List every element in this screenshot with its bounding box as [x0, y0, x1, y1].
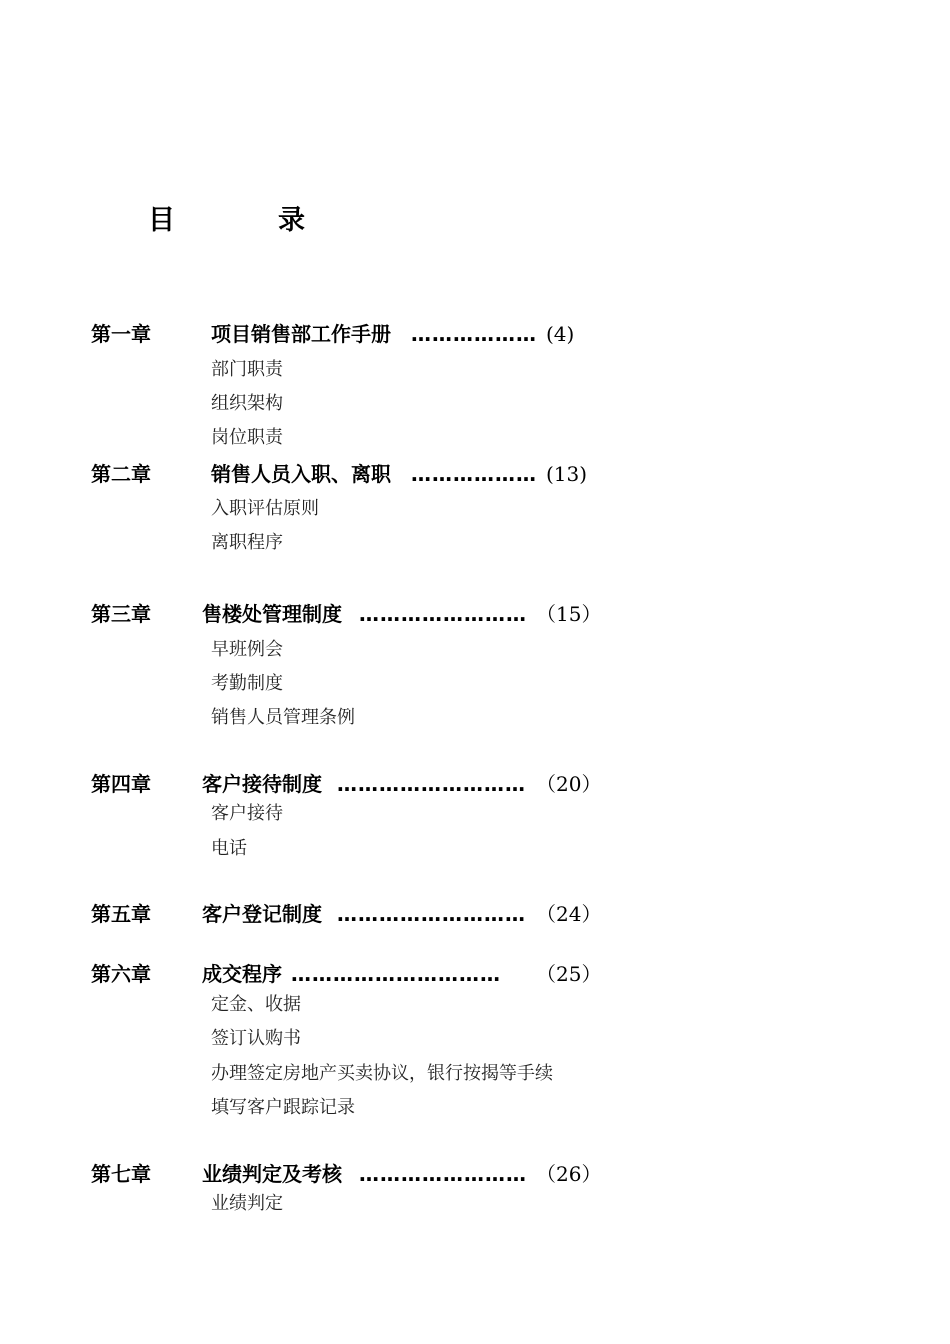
- chapter-title: 售楼处管理制度: [202, 602, 342, 626]
- chapter-label: 第七章: [91, 1162, 151, 1186]
- toc-item[interactable]: 电话: [211, 838, 247, 859]
- chapter-title: 业绩判定及考核: [202, 1162, 342, 1186]
- toc-item[interactable]: 部门职责: [211, 359, 283, 380]
- chapter-label: 第四章: [91, 772, 151, 796]
- chapter-page-number: （25）: [536, 962, 602, 986]
- toc-item[interactable]: 签订认购书: [211, 1028, 301, 1049]
- toc-item[interactable]: 岗位职责: [211, 427, 283, 448]
- chapter-leader-dots: ………………………: [337, 772, 526, 796]
- toc-item[interactable]: 入职评估原则: [211, 498, 319, 519]
- chapter-leader-dots: ………………: [411, 322, 537, 346]
- toc-item[interactable]: 组织架构: [211, 393, 283, 414]
- toc-item[interactable]: 定金、收据: [211, 994, 301, 1015]
- chapter-leader-dots: …………………………: [291, 962, 501, 986]
- toc-item[interactable]: 销售人员管理条例: [211, 707, 355, 728]
- toc-title: [0, 198, 950, 238]
- chapter-page-number: (13): [546, 462, 588, 486]
- toc-item[interactable]: 业绩判定: [211, 1193, 283, 1214]
- chapter-title: 成交程序: [202, 962, 282, 986]
- chapter-label: 第五章: [91, 902, 151, 926]
- chapter-label: 第六章: [91, 962, 151, 986]
- toc-item[interactable]: 填写客户跟踪记录: [211, 1097, 355, 1118]
- chapter-title: 项目销售部工作手册: [211, 322, 391, 346]
- chapter-page-number: （15）: [536, 602, 602, 626]
- toc-title-char-2: 录: [278, 205, 305, 236]
- chapter-page-number: (4): [546, 322, 575, 346]
- chapter-label: 第二章: [91, 462, 151, 486]
- toc-item[interactable]: 客户接待: [211, 803, 283, 824]
- chapter-label: 第一章: [91, 322, 151, 346]
- chapter-leader-dots: ……………………: [359, 1162, 527, 1186]
- toc-item[interactable]: 办理签定房地产买卖协议，银行按揭等手续: [211, 1063, 553, 1084]
- chapter-page-number: （20）: [536, 772, 602, 796]
- chapter-leader-dots: ………………: [411, 462, 537, 486]
- chapter-leader-dots: ……………………: [359, 602, 527, 626]
- chapter-page-number: （26）: [536, 1162, 602, 1186]
- toc-title-char-1: 目: [148, 205, 175, 236]
- chapter-title: 客户接待制度: [202, 772, 322, 796]
- chapter-label: 第三章: [91, 602, 151, 626]
- toc-item[interactable]: 考勤制度: [211, 673, 283, 694]
- toc-item[interactable]: 离职程序: [211, 532, 283, 553]
- chapter-page-number: （24）: [536, 902, 602, 926]
- chapter-title: 客户登记制度: [202, 902, 322, 926]
- chapter-title: 销售人员入职、离职: [211, 462, 391, 486]
- chapter-leader-dots: ………………………: [337, 902, 526, 926]
- toc-item[interactable]: 早班例会: [211, 639, 283, 660]
